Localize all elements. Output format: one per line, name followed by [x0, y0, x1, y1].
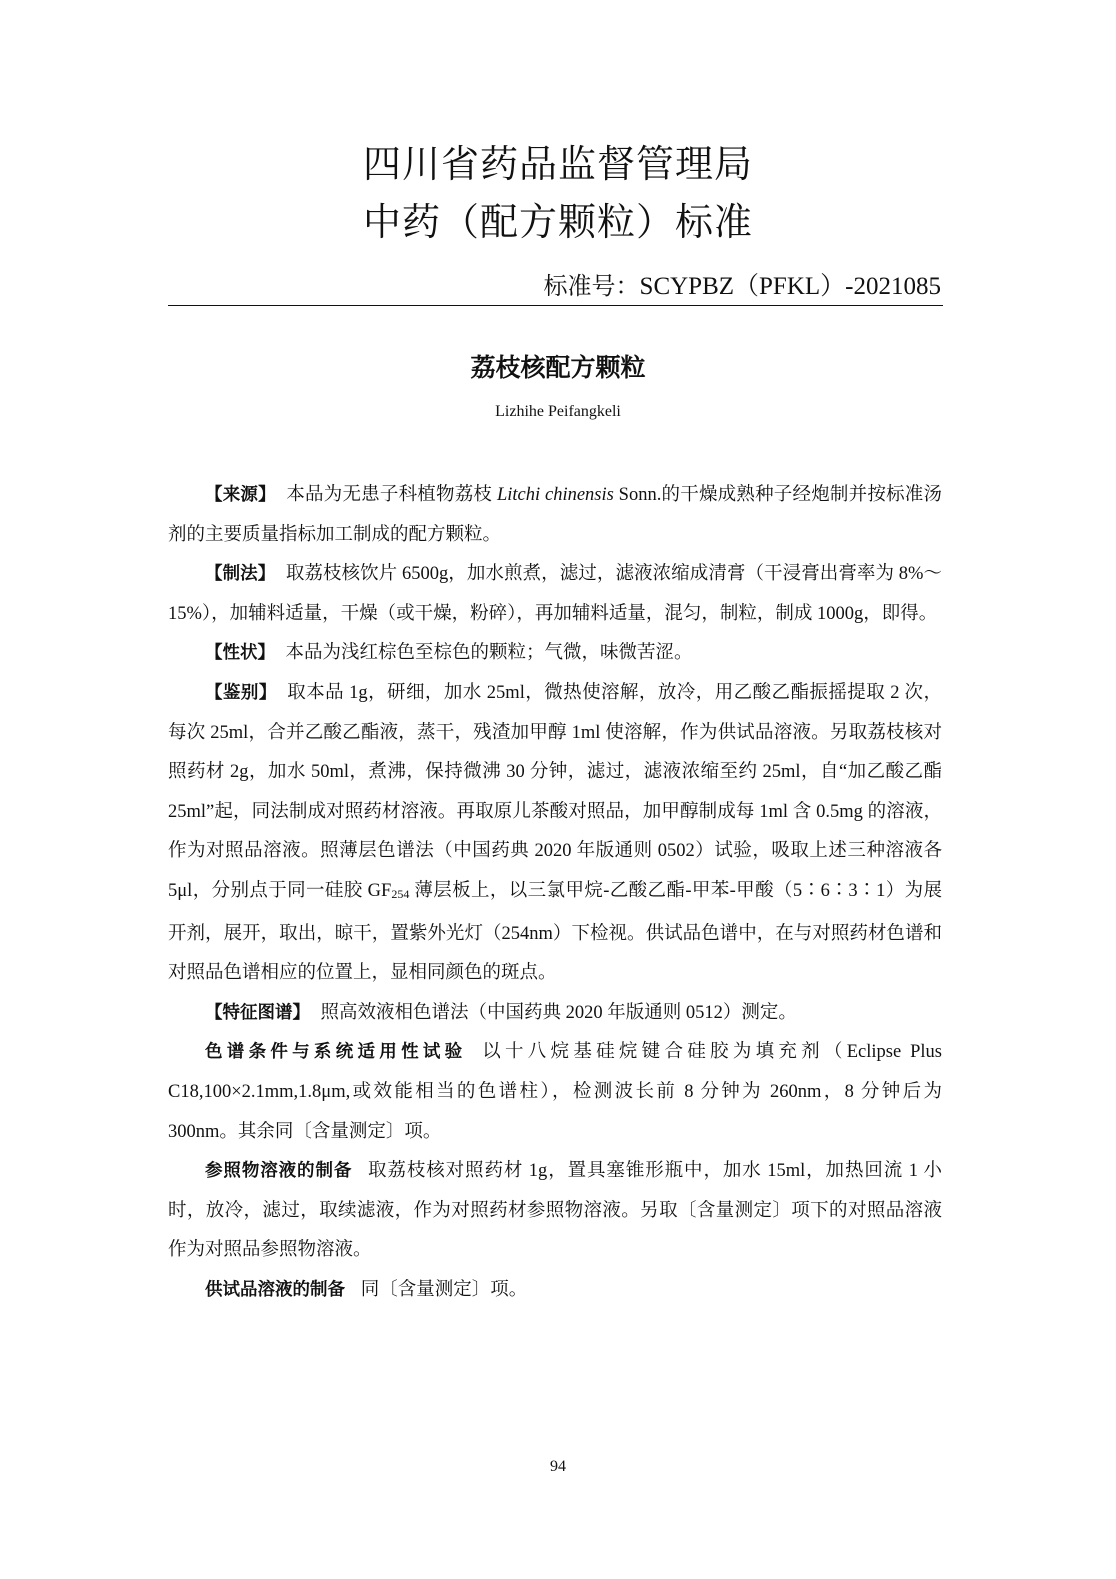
- latin-name: Litchi chinensis: [496, 485, 614, 505]
- standard-number: [544, 268, 941, 305]
- standard-number-label: 标准号：: [543, 272, 640, 300]
- section-text: 本品为无患子科植物荔枝: [286, 485, 497, 505]
- section-text: Sonn.的干燥成熟种子经炮制并按标准汤剂的主要质量指标加工制成的配方颗粒。: [168, 485, 942, 545]
- subsection-heading: 色谱条件与系统适用性试验: [205, 1042, 467, 1063]
- section-heading: 【制法】: [205, 564, 276, 585]
- header-divider: [168, 305, 943, 306]
- section-text: 取荔枝核饮片 6500g，加水煎煮，滤过，滤液浓缩成清膏（干浸膏出膏率为 8%～15%），加辅料适量，干燥（或干燥，粉碎），再加辅料适量，混匀，制粒，制成 1000g，即得。: [168, 564, 943, 624]
- subsection-sample: [168, 1271, 942, 1311]
- standard-number-value: SCYPBZ（PFKL）-2021085: [639, 273, 941, 300]
- subsection-chromatography: [168, 1033, 942, 1152]
- section-heading: 【特征图谱】: [205, 1002, 310, 1023]
- section-text: 以十八烷基硅烷键合硅胶为填充剂（Eclipse Plus C18,100×2.1mm,1.8μm,或效能相当的色谱柱），检测波长前 8 分钟为 260nm，8 分钟后为 300nm。其余同〔含量测定〕项。: [168, 1042, 942, 1142]
- standard-type-title: 中药（配方颗粒）标准: [362, 200, 753, 244]
- section-heading: 【来源】: [205, 485, 276, 505]
- section-text: 取本品 1g，研细，加水 25ml，微热使溶解，放冷，用乙酸乙酯振摇提取 2 次，每次 25ml，合并乙酸乙酯液，蒸干，残渣加甲醇 1ml 使溶解，作为供试品溶液。另取荔枝核对照药材 2g，加水 50ml，煮沸，保持微沸 30 分钟，滤过，滤液浓缩至约 25ml，自“加乙酸乙酯 25ml”起，同法制成对照药材溶液。再取原儿茶酸对照品，加甲醇制成每 1ml 含 0.5mg 的溶液，作为对照品溶液。照薄层色谱法（中国药典 2020 年版通则 0502）试验，吸取上述三种溶液各 5μl，分别点于同一硅胶 GF: [168, 682, 942, 901]
- section-source: [168, 476, 942, 555]
- drug-title: 荔枝核配方颗粒: [470, 353, 646, 382]
- section-text: 照高效液相色谱法（中国药典 2020 年版通则 0512）测定。: [320, 1002, 797, 1023]
- section-fingerprint: [168, 994, 942, 1034]
- subscript: 254: [391, 886, 410, 901]
- drug-pinyin: Lizhihe Peifangkeli: [495, 403, 621, 420]
- subsection-reference: [168, 1152, 942, 1271]
- section-text: 薄层板上，以三氯甲烷-乙酸乙酯-甲苯-甲酸（5∶6∶3∶1）为展开剂，展开，取出，晾干，置紫外光灯（254nm）下检视。供试品色谱中，在与对照药材色谱和对照品色谱相应的位置上，显相同颜色的斑点。: [168, 880, 942, 984]
- section-identification: [168, 674, 942, 994]
- page-number: 94: [550, 1458, 566, 1475]
- section-method: [168, 555, 942, 634]
- subsection-heading: 参照物溶液的制备: [205, 1161, 353, 1182]
- issuer-title: 四川省药品监督管理局: [362, 142, 753, 186]
- section-text: 本品为浅红棕色至棕色的颗粒；气微，味微苦涩。: [285, 643, 693, 664]
- section-heading: 【性状】: [205, 643, 275, 664]
- section-text: 同〔含量测定〕项。: [360, 1279, 528, 1300]
- standard-body: [168, 476, 942, 1310]
- section-heading: 【鉴别】: [205, 682, 277, 703]
- subsection-heading: 供试品溶液的制备: [205, 1279, 345, 1300]
- section-character: [168, 634, 942, 674]
- section-text: 取荔枝核对照药材 1g，置具塞锥形瓶中，加水 15ml，加热回流 1 小时，放冷，滤过，取续滤液，作为对照药材参照物溶液。另取〔含量测定〕项下的对照品溶液作为对照品参照物溶液。: [168, 1161, 942, 1261]
